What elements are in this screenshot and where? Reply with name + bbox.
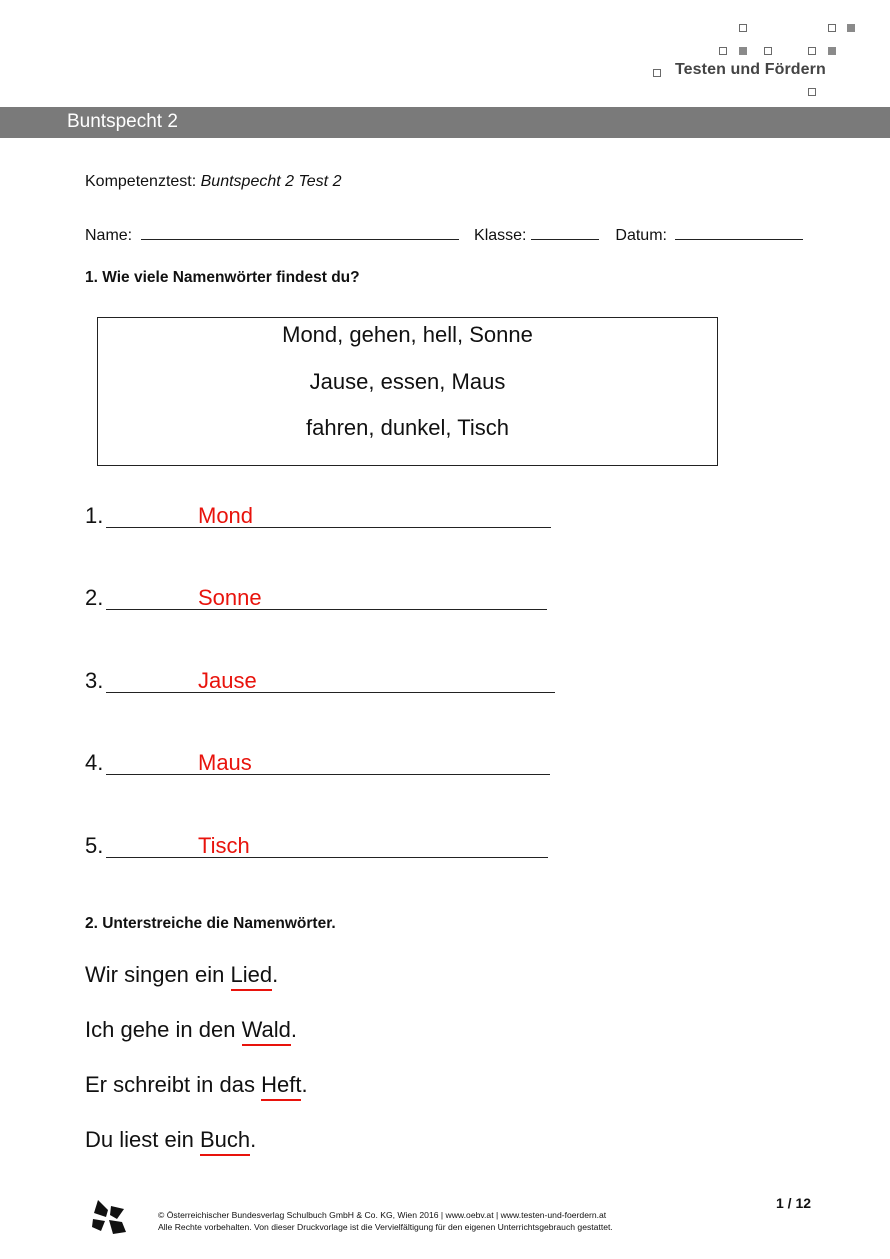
student-info-row (85, 222, 803, 245)
answer-word: Mond (198, 503, 254, 528)
underlined-noun: Lied (230, 962, 273, 987)
name-field[interactable] (141, 222, 459, 240)
name-label: Name: (85, 227, 133, 244)
class-label: Klasse: (474, 227, 527, 244)
class-field[interactable] (531, 222, 599, 240)
publisher-logo-icon (89, 1197, 129, 1237)
underlined-noun: Buch (199, 1127, 251, 1152)
answer-line[interactable] (106, 527, 551, 528)
underlined-noun: Heft (261, 1072, 302, 1097)
footer-text (158, 1209, 613, 1233)
sentence (85, 1127, 256, 1153)
answer-number: 1. (85, 503, 104, 528)
sentence-punct: . (250, 1127, 257, 1152)
answer-number: 5. (85, 833, 104, 858)
word-line: Mond, gehen, hell, Sonne (282, 322, 533, 347)
test-label-row (85, 173, 341, 191)
task1-heading: 1. Wie viele Namenwörter findest du? (85, 269, 360, 286)
answer-word: Jause (198, 668, 257, 693)
sentence (85, 1017, 297, 1043)
testen-und-foerdern-logo (652, 24, 864, 100)
sentence-text: Wir singen ein (85, 962, 231, 987)
answer-row (85, 750, 565, 780)
sentence-punct: . (301, 1072, 308, 1097)
series-title: Buntspecht 2 (67, 111, 178, 132)
answer-line[interactable] (106, 692, 555, 693)
answer-line[interactable] (106, 857, 548, 858)
answer-word: Sonne (198, 585, 262, 610)
answer-number: 3. (85, 668, 104, 693)
date-field[interactable] (675, 222, 803, 240)
copyright-line: © Österreichischer Bundesverlag Schulbuch GmbH & Co. KG, Wien 2016 | www.oebv.at | www.testen-und-foerdern.at (158, 1210, 607, 1220)
date-label: Datum: (615, 227, 667, 244)
answer-row (85, 503, 565, 533)
answer-line[interactable] (106, 774, 550, 775)
sentence-text: Er schreibt in das (85, 1072, 262, 1097)
answer-word: Tisch (198, 833, 250, 858)
answer-line[interactable] (106, 609, 547, 610)
word-box (97, 317, 718, 466)
word-line: fahren, dunkel, Tisch (305, 415, 509, 440)
answer-word: Maus (198, 750, 252, 775)
sentence (85, 1072, 308, 1098)
answer-row (85, 668, 565, 698)
page-number: 1 / 12 (776, 1195, 812, 1211)
rights-line: Alle Rechte vorbehalten. Von dieser Druckvorlage ist die Vervielfältigung für den eigenen Unterrichtsgebrauch gestattet. (158, 1222, 613, 1232)
logo-text: Testen und Fördern (675, 61, 826, 78)
answer-row (85, 833, 565, 863)
underlined-noun: Wald (241, 1017, 291, 1042)
sentence-punct: . (272, 962, 279, 987)
word-line: Jause, essen, Maus (309, 369, 506, 394)
sentence-text: Du liest ein (85, 1127, 200, 1152)
sentence-text: Ich gehe in den (85, 1017, 242, 1042)
test-label: Kompetenztest: (85, 173, 197, 190)
title-band (0, 107, 890, 138)
answer-number: 2. (85, 585, 104, 610)
answer-row (85, 585, 565, 615)
answer-number: 4. (85, 750, 104, 775)
task2-heading: 2. Unterstreiche die Namenwörter. (85, 915, 336, 932)
sentence-punct: . (290, 1017, 298, 1042)
sentence (85, 962, 278, 988)
test-name: Buntspecht 2 Test 2 (200, 173, 342, 190)
